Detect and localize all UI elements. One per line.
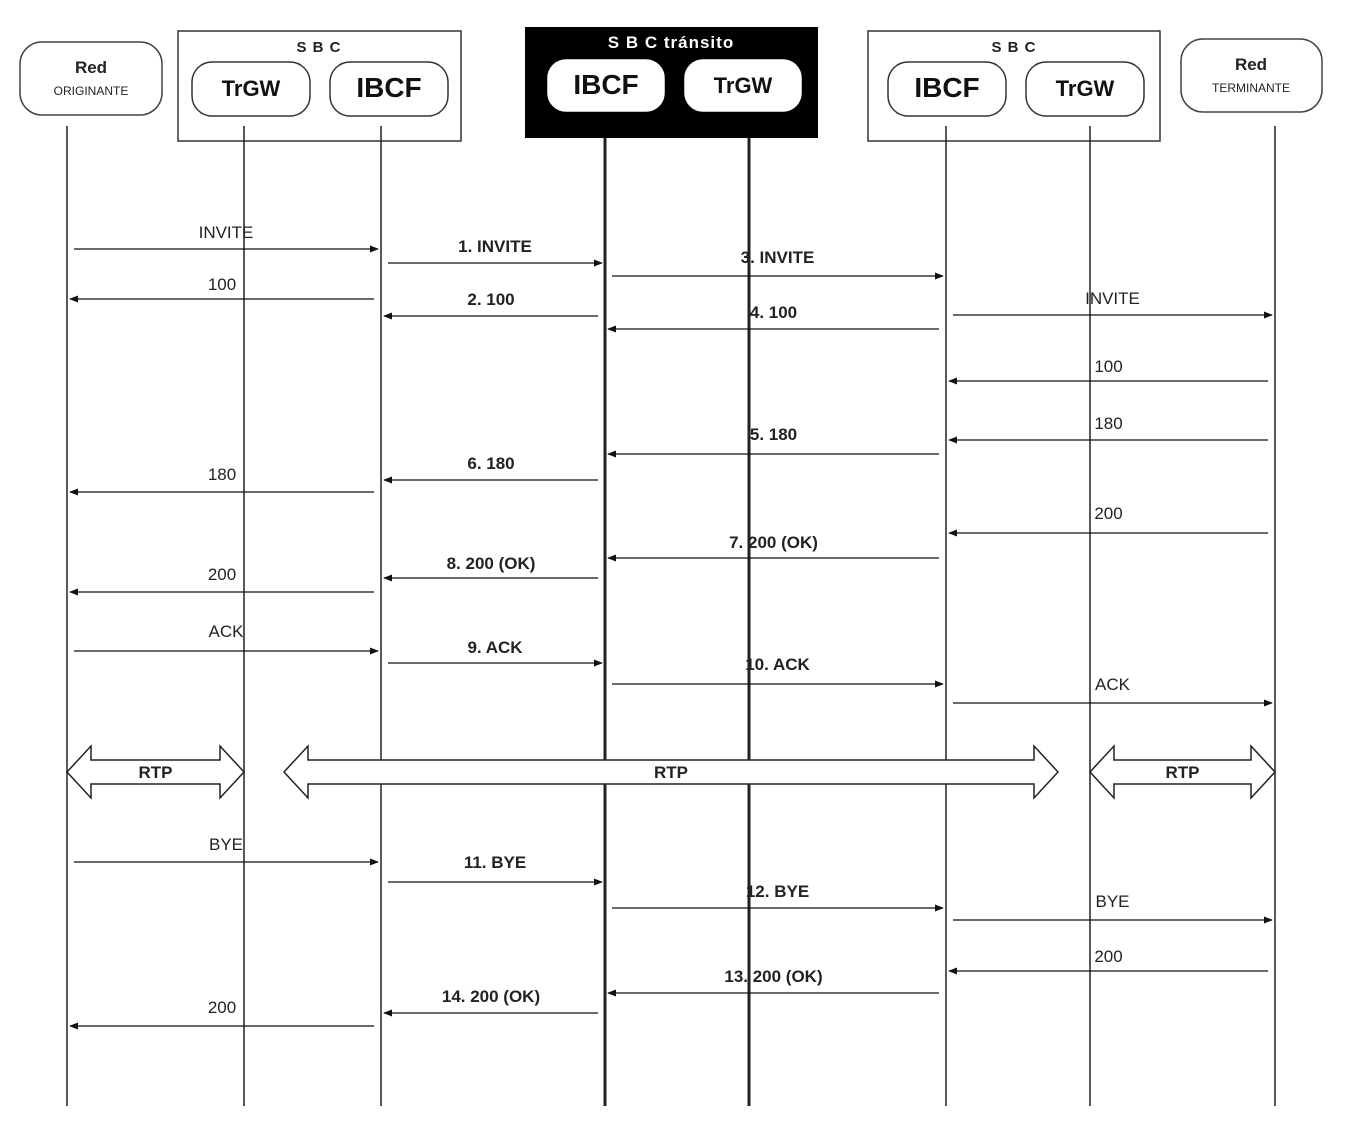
message-label: 180 bbox=[207, 465, 237, 484]
message-label: INVITE bbox=[198, 223, 254, 242]
red-originante-sublabel: ORIGINANTE bbox=[53, 84, 129, 98]
message-label: 12. BYE bbox=[745, 882, 810, 901]
rtp-label: RTP bbox=[1165, 763, 1200, 782]
red-terminante-label: Red bbox=[1234, 55, 1268, 74]
message-label: ACK bbox=[208, 622, 244, 641]
message-label: 10. ACK bbox=[745, 655, 810, 674]
rtp-label: RTP bbox=[654, 763, 688, 782]
ibcf-right-label: IBCF bbox=[914, 72, 980, 103]
ibcf-left-label: IBCF bbox=[356, 72, 422, 103]
sbc-left-title: S B C bbox=[296, 39, 342, 56]
ibcf-transit-label: IBCF bbox=[573, 69, 639, 100]
message-label: 180 bbox=[1094, 414, 1123, 433]
red-originante-label: Red bbox=[74, 58, 108, 77]
message-label: 200 bbox=[1094, 504, 1123, 523]
message-label: BYE bbox=[1095, 892, 1130, 911]
message-label: ACK bbox=[1095, 675, 1130, 694]
message-label: 2. 100 bbox=[467, 290, 515, 309]
rtp-label: RTP bbox=[138, 763, 173, 782]
message-label: 1. INVITE bbox=[458, 237, 532, 256]
message-label: 100 bbox=[1094, 357, 1123, 376]
message-label: INVITE bbox=[1085, 289, 1140, 308]
message-label: 14. 200 (OK) bbox=[441, 987, 541, 1006]
message-label: 7. 200 (OK) bbox=[729, 533, 818, 552]
message-label: 200 bbox=[207, 565, 237, 584]
red-originante-box bbox=[20, 42, 162, 115]
trgw-transit-label: TrGW bbox=[713, 73, 773, 98]
message-label: 8. 200 (OK) bbox=[446, 554, 536, 573]
trgw-right-label: TrGW bbox=[1055, 76, 1115, 101]
message-label: 5. 180 bbox=[749, 425, 798, 444]
sbc-right-title: S B C bbox=[991, 39, 1037, 56]
red-terminante-box bbox=[1181, 39, 1322, 112]
message-label: 11. BYE bbox=[463, 853, 527, 872]
message-label: 200 bbox=[1094, 947, 1123, 966]
message-label: 13. 200 (OK) bbox=[724, 967, 823, 986]
message-label: 200 bbox=[207, 998, 237, 1017]
trgw-left-label: TrGW bbox=[221, 76, 281, 101]
message-label: 100 bbox=[207, 275, 237, 294]
message-label: BYE bbox=[208, 835, 244, 854]
message-label: 6. 180 bbox=[467, 454, 515, 473]
message-label: 4. 100 bbox=[749, 303, 798, 322]
sbc-transit-title: S B C tránsito bbox=[607, 33, 735, 52]
red-terminante-sublabel: TERMINANTE bbox=[1212, 81, 1290, 95]
message-label: 9. ACK bbox=[467, 638, 523, 657]
message-label: 3. INVITE bbox=[740, 248, 815, 267]
